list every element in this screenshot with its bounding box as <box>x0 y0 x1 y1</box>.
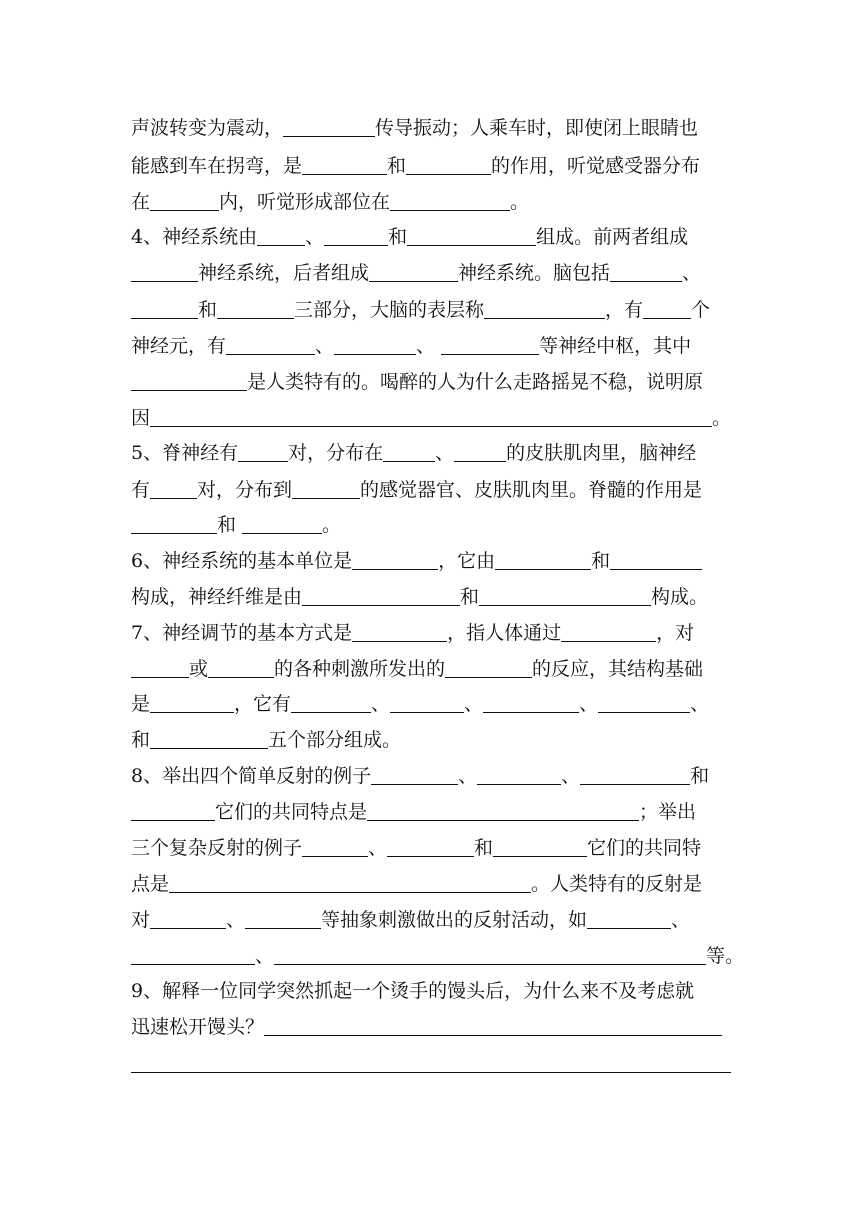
blank[interactable] <box>445 657 532 678</box>
blank[interactable] <box>479 585 651 606</box>
text-line: 声波转变为震动， 传导振动；人乘车时，即使闭上眼睛也 <box>131 117 699 139</box>
text-line: 它们的共同特点是 ；举出 <box>131 799 731 825</box>
question-6: 6、神经系统的基本单位是 ，它由 和 <box>131 548 731 574</box>
blank[interactable] <box>150 406 712 427</box>
blank[interactable] <box>367 800 639 821</box>
text-line: 神经系统，后者组成 神经系统。脑包括 、 <box>131 260 731 286</box>
blank[interactable] <box>441 334 539 355</box>
text-line: 是 ，它有 、 、 、 、 <box>131 693 710 715</box>
blank[interactable] <box>387 836 474 857</box>
blank[interactable] <box>371 764 458 785</box>
text-line: 迅速松开馒头？ <box>131 1014 731 1040</box>
blank[interactable] <box>587 908 671 929</box>
blank[interactable] <box>131 370 247 391</box>
blank[interactable] <box>131 657 189 678</box>
blank[interactable] <box>484 298 605 319</box>
text-line: 和 五个部分组成。 <box>131 729 402 751</box>
blank[interactable] <box>643 298 691 319</box>
blank[interactable] <box>495 549 591 570</box>
blank[interactable] <box>226 334 315 355</box>
blank[interactable] <box>131 944 255 965</box>
blank[interactable] <box>264 1015 722 1036</box>
blank[interactable] <box>131 513 217 534</box>
blank[interactable] <box>217 298 294 319</box>
question-8: 8、举出四个简单反射的例子 、 、 和 <box>131 765 710 787</box>
text-line: 、 等。 <box>131 943 731 969</box>
blank[interactable] <box>352 621 447 642</box>
text-line: 能感到车在拐弯，是 和 的作用，听觉感受器分布 <box>131 155 701 177</box>
blank[interactable] <box>238 441 288 462</box>
blank[interactable] <box>302 154 387 175</box>
blank[interactable] <box>610 261 682 282</box>
blank[interactable] <box>150 728 268 749</box>
blank[interactable] <box>131 800 215 821</box>
question-4: 4、神经系统由 、 和 组成。前两者组成 <box>131 226 689 248</box>
text-line: 神经元，有 、 、 等神经中枢，其中 <box>131 335 692 357</box>
blank[interactable] <box>334 334 416 355</box>
blank[interactable] <box>493 836 587 857</box>
blank[interactable] <box>390 190 510 211</box>
blank[interactable] <box>291 692 371 713</box>
blank[interactable] <box>150 190 219 211</box>
blank[interactable] <box>283 116 375 137</box>
answer-line[interactable] <box>131 1072 731 1073</box>
blank[interactable] <box>369 261 458 282</box>
blank[interactable] <box>483 692 579 713</box>
blank[interactable] <box>610 549 702 570</box>
text-line: 构成，神经纤维是由 和 构成。 <box>131 586 709 608</box>
blank[interactable] <box>324 225 388 246</box>
blank[interactable] <box>598 692 690 713</box>
blank[interactable] <box>131 298 198 319</box>
blank[interactable] <box>302 585 460 606</box>
blank[interactable] <box>477 764 561 785</box>
question-5: 5、脊神经有 对，分布在 、 的皮肤肌肉里，脑神经 <box>131 442 697 464</box>
blank[interactable] <box>150 908 226 929</box>
text-line: 在 内，听觉形成部位在 。 <box>131 191 530 213</box>
blank[interactable] <box>383 441 435 462</box>
blank[interactable] <box>561 621 656 642</box>
blank[interactable] <box>131 261 198 282</box>
blank[interactable] <box>169 872 531 893</box>
blank[interactable] <box>292 478 360 499</box>
blank[interactable] <box>580 764 690 785</box>
text-line: 和 。 <box>131 512 731 538</box>
text-line: 或 的各种刺激所发出的 的反应，其结构基础 <box>131 656 731 682</box>
text-line: 和 三部分，大脑的表层称 ，有 个 <box>131 297 731 323</box>
blank[interactable] <box>242 513 322 534</box>
blank[interactable] <box>406 154 491 175</box>
blank[interactable] <box>245 908 321 929</box>
text-line: 是人类特有的。喝醉的人为什么走路摇晃不稳，说明原 <box>131 369 731 395</box>
blank[interactable] <box>208 657 274 678</box>
question-9: 9、解释一位同学突然抓起一个烫手的馒头后，为什么来不及考虑就 <box>131 980 695 1002</box>
blank[interactable] <box>390 692 464 713</box>
text-line: 有 对，分布到 的感觉器官、皮肤肌肉里。脊髓的作用是 <box>131 479 703 501</box>
blank[interactable] <box>352 549 438 570</box>
blank[interactable] <box>454 441 506 462</box>
text-line: 点是 。人类特有的反射是 <box>131 873 703 895</box>
text-line: 对 、 等抽象刺激做出的反射活动，如 、 <box>131 909 691 931</box>
blank[interactable] <box>407 225 536 246</box>
blank[interactable] <box>150 692 234 713</box>
question-7: 7、神经调节的基本方式是 ，指人体通过 ，对 <box>131 622 695 644</box>
text-line: 因 。 <box>131 407 732 429</box>
blank[interactable] <box>257 225 305 246</box>
blank[interactable] <box>150 478 197 499</box>
text-line: 三个复杂反射的例子 、 和 它们的共同特 <box>131 837 702 859</box>
blank[interactable] <box>302 836 368 857</box>
blank[interactable] <box>274 944 706 965</box>
